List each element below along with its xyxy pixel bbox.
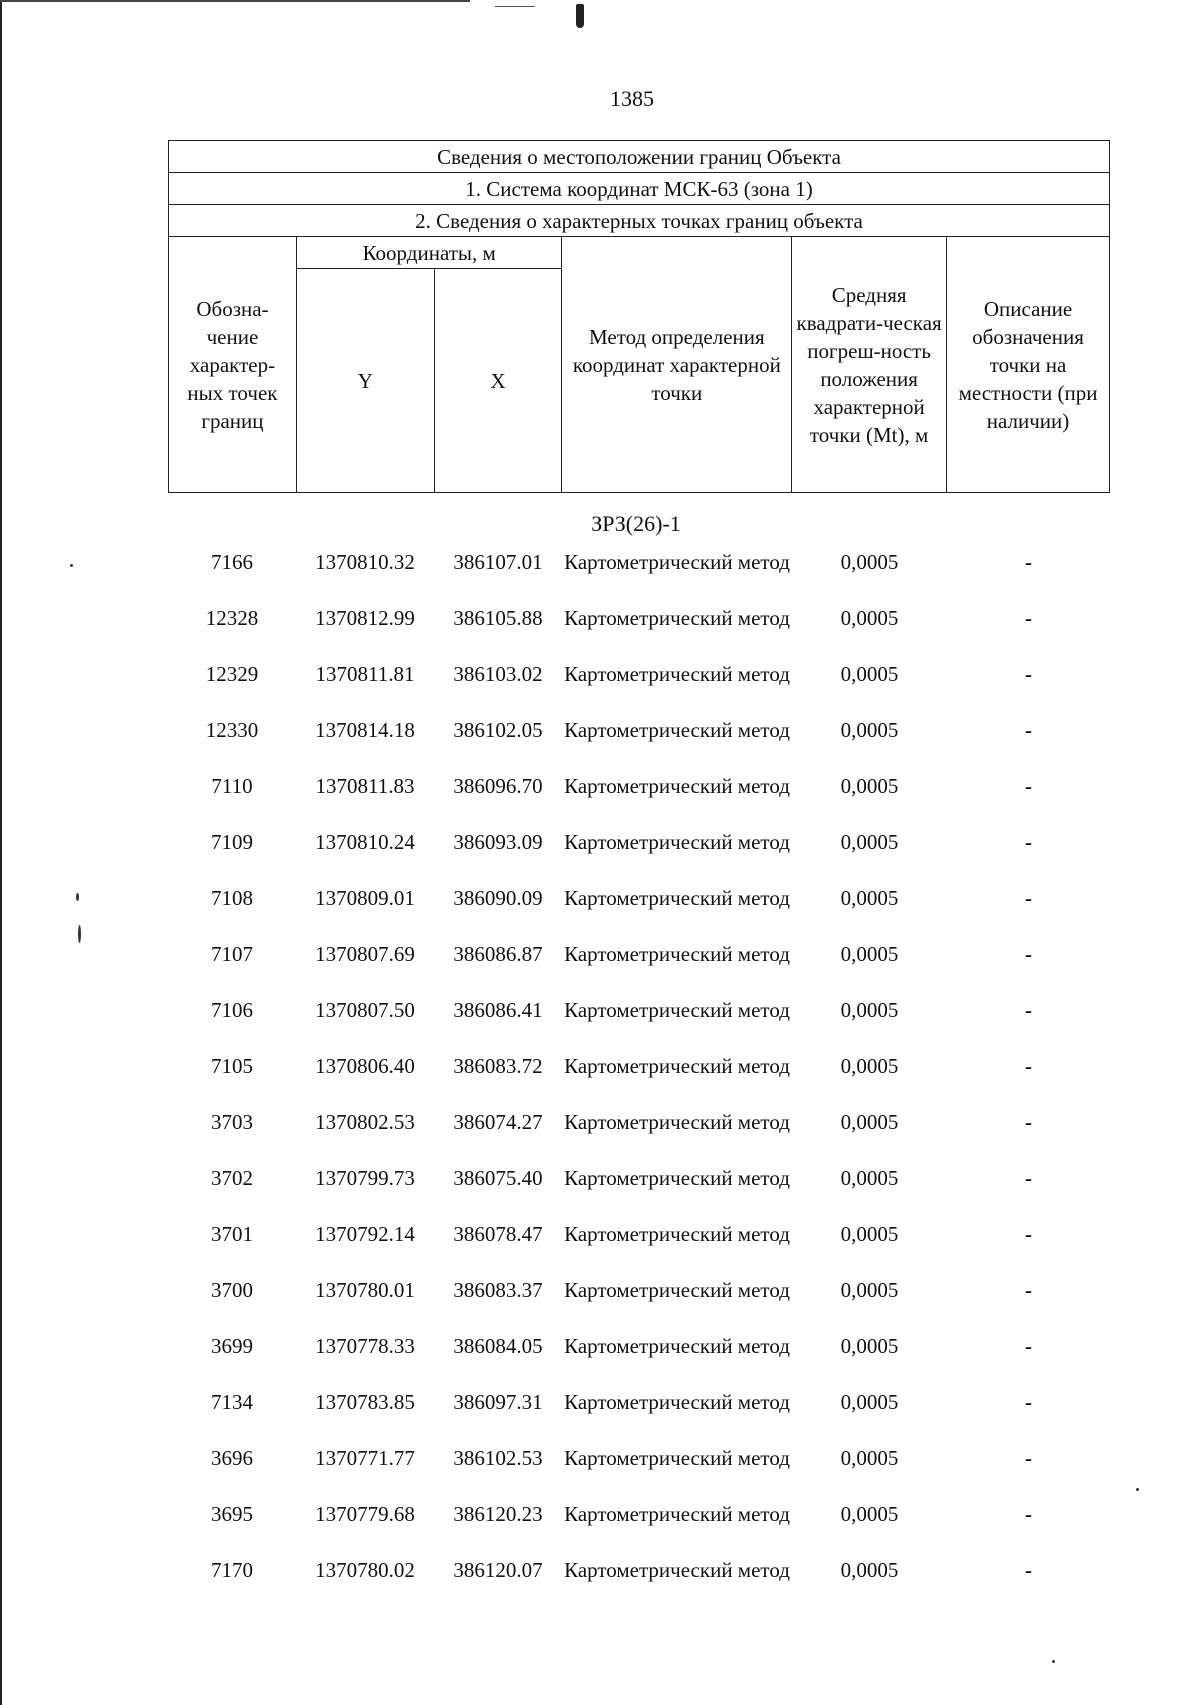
description: - xyxy=(1025,606,1032,630)
points-list xyxy=(168,500,1110,1612)
description: - xyxy=(1025,1054,1032,1078)
coord-y: 1370807.69 xyxy=(315,942,415,966)
point-id: 3701 xyxy=(211,1222,253,1246)
point-id: 7105 xyxy=(211,1054,253,1078)
col-header-y: Y xyxy=(296,269,434,493)
coord-y: 1370811.81 xyxy=(315,662,415,686)
description: - xyxy=(1025,718,1032,742)
coord-x: 386075.40 xyxy=(453,1166,543,1190)
method: Картометрический метод xyxy=(564,774,790,798)
point-id: 7109 xyxy=(211,830,253,854)
table-row xyxy=(168,996,1110,1052)
table-row xyxy=(168,940,1110,996)
method: Картометрический метод xyxy=(564,1334,790,1358)
point-id: 3702 xyxy=(211,1166,253,1190)
table-row xyxy=(168,660,1110,716)
method: Картометрический метод xyxy=(564,830,790,854)
table-row xyxy=(168,548,1110,604)
error: 0,0005 xyxy=(840,1222,899,1246)
description: - xyxy=(1025,1334,1032,1358)
point-id: 3696 xyxy=(211,1446,253,1470)
scan-edge-left xyxy=(0,0,2,1705)
method: Картометрический метод xyxy=(564,886,790,910)
coord-y: 1370806.40 xyxy=(315,1054,415,1078)
description: - xyxy=(1025,1558,1032,1582)
table-row xyxy=(168,772,1110,828)
table-row xyxy=(168,716,1110,772)
error: 0,0005 xyxy=(840,1390,899,1414)
point-id: 7134 xyxy=(211,1390,253,1414)
col-header-error: Средняя квадрати-ческая погреш-ность положения характерной точки (Mt), м xyxy=(792,237,947,493)
coord-x: 386083.72 xyxy=(453,1054,543,1078)
error: 0,0005 xyxy=(840,942,899,966)
method: Картометрический метод xyxy=(564,1110,790,1134)
method: Картометрический метод xyxy=(564,1222,790,1246)
point-id: 7110 xyxy=(211,774,253,798)
point-id: 3699 xyxy=(211,1334,253,1358)
method: Картометрический метод xyxy=(564,1166,790,1190)
description: - xyxy=(1025,1110,1032,1134)
coord-x: 386102.05 xyxy=(453,718,543,742)
description: - xyxy=(1025,942,1032,966)
error: 0,0005 xyxy=(840,606,899,630)
scan-speck xyxy=(70,564,73,567)
coord-y: 1370792.14 xyxy=(315,1222,415,1246)
table-row xyxy=(168,1052,1110,1108)
description: - xyxy=(1025,1502,1032,1526)
point-id: 3703 xyxy=(211,1110,253,1134)
col-header-method: Метод определения координат характерной точки xyxy=(562,237,792,493)
coord-x: 386074.27 xyxy=(453,1110,543,1134)
error: 0,0005 xyxy=(840,830,899,854)
table-row xyxy=(168,828,1110,884)
coord-y: 1370771.77 xyxy=(315,1446,415,1470)
point-id: 7108 xyxy=(211,886,253,910)
table-row xyxy=(168,1500,1110,1556)
description: - xyxy=(1025,1166,1032,1190)
point-id: 12329 xyxy=(205,662,259,686)
error: 0,0005 xyxy=(840,1334,899,1358)
coord-y: 1370812.99 xyxy=(315,606,415,630)
coord-x: 386086.41 xyxy=(453,998,543,1022)
error: 0,0005 xyxy=(840,718,899,742)
coord-x: 386083.37 xyxy=(453,1278,543,1302)
coord-y: 1370783.85 xyxy=(315,1390,415,1414)
coord-y: 1370778.33 xyxy=(315,1334,415,1358)
coord-y: 1370802.53 xyxy=(315,1110,415,1134)
coord-y: 1370814.18 xyxy=(315,718,415,742)
table-title: Сведения о местоположении границ Объекта xyxy=(169,141,1110,173)
error: 0,0005 xyxy=(840,1166,899,1190)
error: 0,0005 xyxy=(840,998,899,1022)
table-row xyxy=(168,1332,1110,1388)
description: - xyxy=(1025,886,1032,910)
header-table xyxy=(168,140,1110,493)
col-header-x: X xyxy=(434,269,562,493)
error: 0,0005 xyxy=(840,886,899,910)
table-row xyxy=(168,1556,1110,1612)
method: Картометрический метод xyxy=(564,1054,790,1078)
method: Картометрический метод xyxy=(564,662,790,686)
coord-y: 1370809.01 xyxy=(315,886,415,910)
coord-y: 1370807.50 xyxy=(315,998,415,1022)
description: - xyxy=(1025,1446,1032,1470)
point-id: 7106 xyxy=(211,998,253,1022)
coord-y: 1370779.68 xyxy=(315,1502,415,1526)
table-row xyxy=(168,1276,1110,1332)
point-id: 7170 xyxy=(211,1558,253,1582)
error: 0,0005 xyxy=(840,1558,899,1582)
point-id: 7107 xyxy=(211,942,253,966)
coordinate-system: 1. Система координат МСК-63 (зона 1) xyxy=(169,173,1110,205)
method: Картометрический метод xyxy=(564,942,790,966)
coord-x: 386097.31 xyxy=(453,1390,543,1414)
coord-y: 1370780.01 xyxy=(315,1278,415,1302)
method: Картометрический метод xyxy=(564,998,790,1022)
error: 0,0005 xyxy=(840,1502,899,1526)
error: 0,0005 xyxy=(840,774,899,798)
coord-y: 1370811.83 xyxy=(315,774,415,798)
page-number: 1385 xyxy=(610,86,654,111)
point-id: 12328 xyxy=(205,606,259,630)
description: - xyxy=(1025,830,1032,854)
point-id: 3700 xyxy=(211,1278,253,1302)
description: - xyxy=(1025,998,1032,1022)
point-id: 3695 xyxy=(211,1502,253,1526)
coord-x: 386096.70 xyxy=(453,774,543,798)
coord-y: 1370810.24 xyxy=(315,830,415,854)
scan-speck xyxy=(1136,1488,1139,1491)
coord-x: 386086.87 xyxy=(453,942,543,966)
coord-x: 386084.05 xyxy=(453,1334,543,1358)
coord-x: 386120.23 xyxy=(453,1502,543,1526)
coord-x: 386120.07 xyxy=(453,1558,543,1582)
method: Картометрический метод xyxy=(564,606,790,630)
table-row xyxy=(168,1388,1110,1444)
rows-container xyxy=(168,548,1110,1612)
binding-mark xyxy=(576,4,584,28)
coord-x: 386105.88 xyxy=(453,606,543,630)
method: Картометрический метод xyxy=(564,1446,790,1470)
method: Картометрический метод xyxy=(564,1558,790,1582)
table-row xyxy=(168,1444,1110,1500)
error: 0,0005 xyxy=(840,1278,899,1302)
description: - xyxy=(1025,1222,1032,1246)
coord-x: 386090.09 xyxy=(453,886,543,910)
point-id: 12330 xyxy=(205,718,259,742)
coord-y: 1370810.32 xyxy=(315,550,415,574)
description: - xyxy=(1025,1390,1032,1414)
description: - xyxy=(1025,550,1032,574)
table-row xyxy=(168,1108,1110,1164)
table-row xyxy=(168,1220,1110,1276)
method: Картометрический метод xyxy=(564,550,790,574)
error: 0,0005 xyxy=(840,1110,899,1134)
description: - xyxy=(1025,1278,1032,1302)
coord-x: 386078.47 xyxy=(453,1222,543,1246)
points-section-title: 2. Сведения о характерных точках границ объекта xyxy=(169,205,1110,237)
error: 0,0005 xyxy=(840,662,899,686)
method: Картометрический метод xyxy=(564,1390,790,1414)
scan-speck xyxy=(76,893,79,901)
point-id: 7166 xyxy=(211,550,253,574)
col-header-description: Описание обозначения точки на местности (при наличии) xyxy=(947,237,1110,493)
error: 0,0005 xyxy=(840,1054,899,1078)
method: Картометрический метод xyxy=(564,718,790,742)
coord-x: 386093.09 xyxy=(453,830,543,854)
coord-x: 386102.53 xyxy=(453,1446,543,1470)
method: Картометрический метод xyxy=(564,1278,790,1302)
description: - xyxy=(1025,774,1032,798)
col-header-designation: Обозна-чение характер-ных точек границ xyxy=(169,237,297,493)
coord-y: 1370780.02 xyxy=(315,1558,415,1582)
col-header-coordinates: Координаты, м xyxy=(296,237,562,269)
table-row xyxy=(168,604,1110,660)
scan-speck xyxy=(1052,1660,1055,1663)
scan-edge-top-fragment xyxy=(495,6,535,7)
method: Картометрический метод xyxy=(564,1502,790,1526)
scan-speck xyxy=(78,925,81,943)
description: - xyxy=(1025,662,1032,686)
section-label: ЗРЗ(26)-1 xyxy=(591,511,681,536)
error: 0,0005 xyxy=(840,1446,899,1470)
table-row xyxy=(168,884,1110,940)
scan-edge-top xyxy=(0,0,470,2)
coord-x: 386107.01 xyxy=(453,550,543,574)
coord-x: 386103.02 xyxy=(453,662,543,686)
error: 0,0005 xyxy=(840,550,899,574)
coord-y: 1370799.73 xyxy=(315,1166,415,1190)
table-row xyxy=(168,1164,1110,1220)
